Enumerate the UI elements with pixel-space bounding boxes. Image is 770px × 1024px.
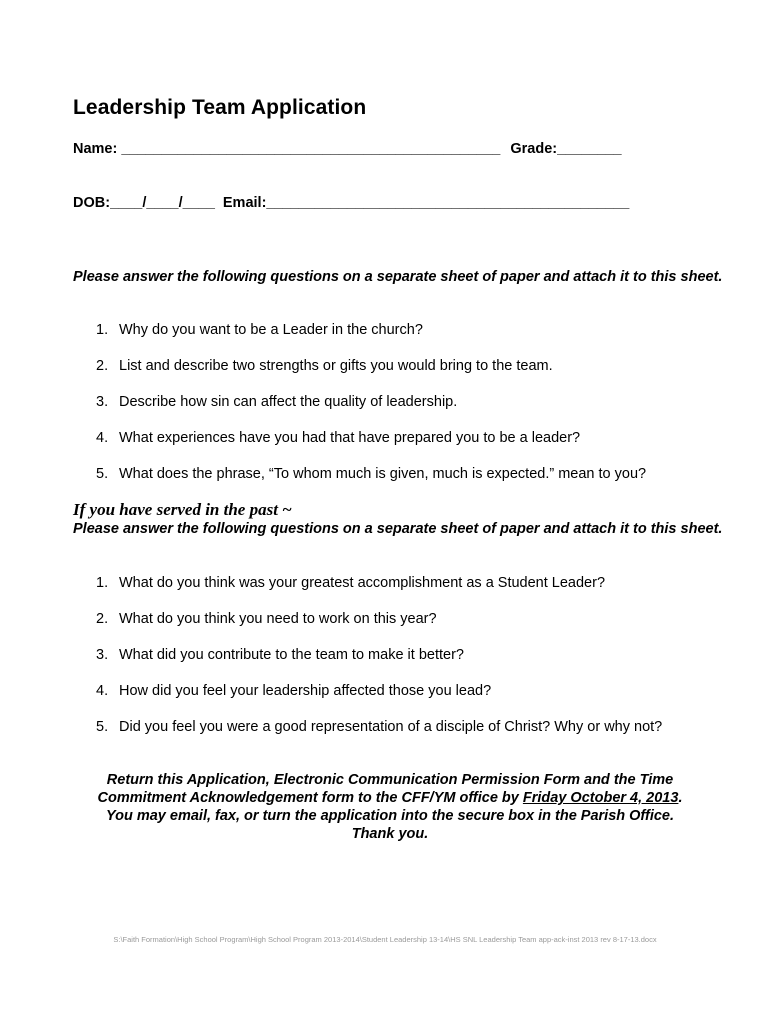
question-number: 4. [96, 430, 109, 446]
closing-line-2 [40, 789, 740, 807]
question-text: Describe how sin can affect the quality of leadership. [119, 394, 458, 410]
dob-label: DOB: [73, 195, 111, 211]
list-item [96, 574, 662, 610]
question-number: 2. [96, 611, 109, 627]
page-title: Leadership Team Application [73, 96, 367, 119]
question-list-2 [96, 574, 662, 754]
question-text: What do you think you need to work on this year? [119, 611, 437, 627]
closing-thank-you: Thank you. [351, 826, 429, 842]
list-item [96, 429, 646, 465]
list-item [96, 646, 662, 682]
instructions-2: Please answer the following questions on a separate sheet of paper and attach it to this sheet. [73, 521, 723, 537]
grade-field[interactable]: ________ [557, 141, 622, 157]
closing-line-3: You may email, fax, or turn the application into the secure box in the Parish Office. [105, 808, 675, 824]
question-number: 3. [96, 647, 109, 663]
question-text: Did you feel you were a good representation of a disciple of Christ? Why or why not? [119, 719, 663, 735]
list-item [96, 321, 646, 357]
instructions: Please answer the following questions on a separate sheet of paper and attach it to this sheet. [73, 269, 723, 285]
list-item [96, 610, 662, 646]
email-label: Email: [222, 195, 267, 211]
question-number: 1. [96, 575, 109, 591]
question-number: 5. [96, 719, 109, 735]
question-text: What do you think was your greatest accomplishment as a Student Leader? [119, 575, 606, 591]
name-grade-row [73, 141, 622, 157]
list-item [96, 357, 646, 393]
email-field[interactable]: _____________________________________________ [266, 195, 630, 211]
closing-instructions [40, 771, 740, 843]
question-text: What did you contribute to the team to make it better? [119, 647, 464, 663]
question-text: List and describe two strengths or gifts you would bring to the team. [119, 358, 553, 374]
list-item [96, 718, 662, 754]
dob-field[interactable]: ____/____/____ [110, 195, 215, 211]
deadline-date: Friday October 4, 2013 [522, 790, 679, 806]
grade-label: Grade: [510, 141, 558, 157]
footer-file-path: S:\Faith Formation\High School Program\High School Program 2013-2014\Student Leadership 13-14\HS SNL Leadership Team app-ack-inst 2013 rev 8-17-13.docx [113, 935, 657, 944]
name-label: Name: [73, 141, 118, 157]
question-number: 1. [96, 322, 109, 338]
closing-line-2-text: Commitment Acknowledgement form to the CFF/YM office by [97, 790, 523, 806]
closing-line-1: Return this Application, Electronic Communication Permission Form and the Time [106, 772, 674, 788]
question-number: 2. [96, 358, 109, 374]
question-list-1 [96, 321, 646, 501]
list-item [96, 682, 662, 718]
list-item [96, 393, 646, 429]
name-field[interactable]: _______________________________________________ [121, 141, 501, 157]
dob-email-row [73, 195, 629, 211]
question-number: 3. [96, 394, 109, 410]
closing-line-2-end: . [678, 790, 683, 806]
question-number: 5. [96, 466, 109, 482]
question-text: How did you feel your leadership affected those you lead? [119, 683, 492, 699]
question-text: What does the phrase, “To whom much is given, much is expected.” mean to you? [119, 466, 647, 482]
question-text: What experiences have you had that have prepared you to be a leader? [119, 430, 581, 446]
question-text: Why do you want to be a Leader in the church? [119, 322, 423, 338]
question-number: 4. [96, 683, 109, 699]
past-service-heading: If you have served in the past ~ [73, 500, 292, 519]
list-item [96, 465, 646, 501]
